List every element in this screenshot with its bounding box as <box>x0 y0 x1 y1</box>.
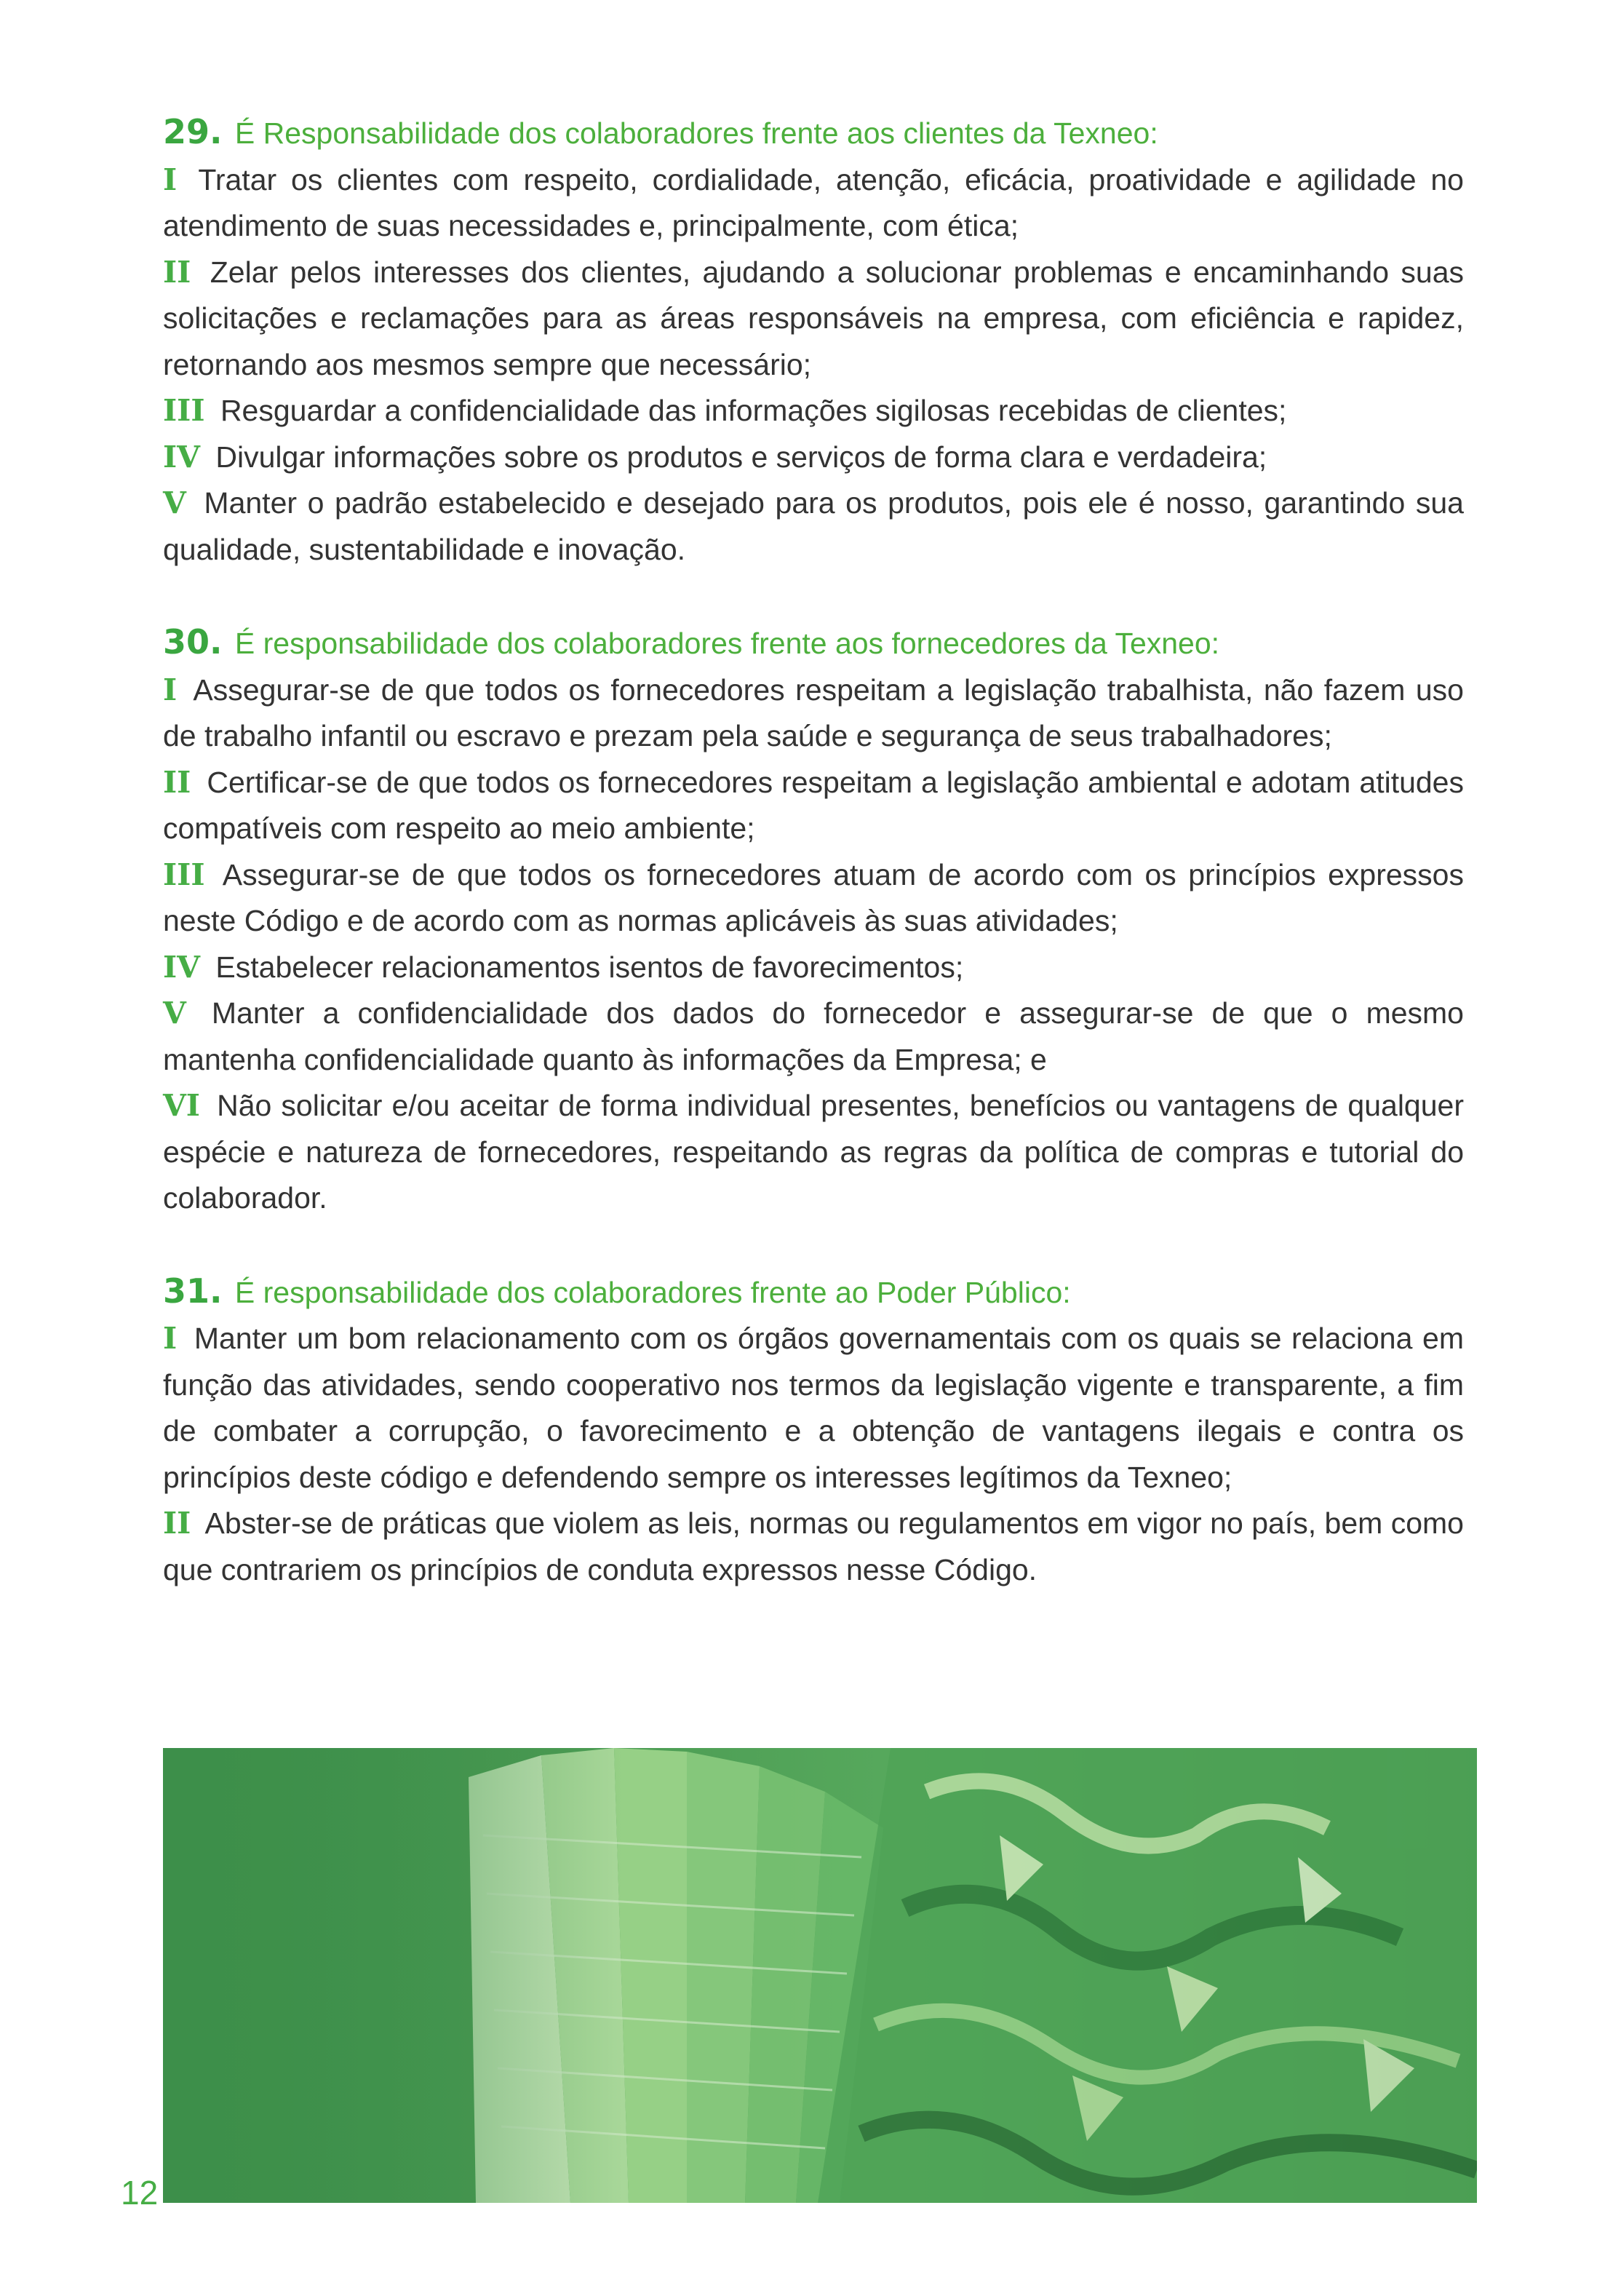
list-item <box>163 1501 1464 1593</box>
list-item <box>163 434 1464 481</box>
section-29 <box>163 109 1464 573</box>
fabric-swatches-illustration <box>163 1748 1477 2203</box>
item-text: Resguardar a confidencialidade das informações sigilosas recebidas de clientes; <box>220 394 1287 427</box>
item-text: Assegurar-se de que todos os fornecedores respeitam a legislação trabalhista, não fazem uso de trabalho infantil ou escravo e prezam pela saúde e segurança de seus trabalhadores; <box>163 672 1464 752</box>
document-body <box>163 109 1464 1640</box>
roman-numeral: II <box>163 764 191 800</box>
section-title: É Responsabilidade dos colaboradores frente aos clientes da Texneo: <box>234 116 1158 150</box>
section-title: É responsabilidade dos colaboradores frente ao Poder Público: <box>234 1275 1071 1309</box>
section-number: 30. <box>163 622 223 662</box>
section-number: 31. <box>163 1271 223 1311</box>
item-text: Tratar os clientes com respeito, cordialidade, atenção, eficácia, proatividade e agilidade no atendimento de suas necessidades e, principalmente, com ética; <box>163 162 1464 242</box>
list-item <box>163 1316 1464 1501</box>
item-text: Abster-se de práticas que violem as leis, normas ou regulamentos em vigor no país, bem como que contrariem os princípios de conduta expressos nesse Código. <box>163 1506 1464 1586</box>
roman-numeral: VI <box>163 1088 200 1123</box>
section-number: 29. <box>163 112 223 151</box>
roman-numeral: V <box>163 996 186 1030</box>
item-text: Manter um bom relacionamento com os órgãos governamentais com os quais se relaciona em função das atividades, sendo cooperativo nos termos da legislação vigente e transparente, a fim de combater a corrupção, o favorecimento e a obtenção de vantagens ilegais e contra os princípios deste código e defendendo sempre os interesses legítimos da Texneo; <box>163 1322 1464 1494</box>
decorative-fabric-photo <box>163 1748 1477 2203</box>
item-text: Divulgar informações sobre os produtos e serviços de forma clara e verdadeira; <box>215 440 1267 474</box>
list-item <box>163 852 1464 945</box>
list-item <box>163 945 1464 991</box>
list-item <box>163 990 1464 1083</box>
page-number: 12 <box>121 2174 159 2212</box>
roman-numeral: V <box>163 485 186 520</box>
item-text: Manter o padrão estabelecido e desejado para os produtos, pois ele é nosso, garantindo sua qualidade, sustentabilidade e inovação. <box>163 486 1464 566</box>
list-item <box>163 388 1464 434</box>
section-heading <box>163 1268 1464 1316</box>
roman-numeral: IV <box>163 949 200 985</box>
roman-numeral: II <box>163 1506 191 1541</box>
list-item <box>163 250 1464 389</box>
list-item <box>163 760 1464 852</box>
section-30 <box>163 619 1464 1222</box>
item-text: Não solicitar e/ou aceitar de forma individual presentes, benefícios ou vantagens de qualquer espécie e natureza de fornecedores, respeitando as regras da política de compras e tutorial do colaborador. <box>163 1089 1464 1215</box>
item-text: Certificar-se de que todos os fornecedores respeitam a legislação ambiental e adotam atitudes compatíveis com respeito ao meio ambiente; <box>163 765 1464 845</box>
list-item <box>163 1083 1464 1222</box>
section-31 <box>163 1268 1464 1594</box>
roman-numeral: IV <box>163 439 200 474</box>
list-item <box>163 480 1464 573</box>
roman-numeral: I <box>163 1321 178 1356</box>
roman-numeral: III <box>163 393 205 428</box>
list-item <box>163 667 1464 760</box>
section-heading <box>163 619 1464 667</box>
item-text: Estabelecer relacionamentos isentos de favorecimentos; <box>215 950 964 984</box>
item-text: Zelar pelos interesses dos clientes, ajudando a solucionar problemas e encaminhando suas solicitações e reclamações para as áreas responsáveis na empresa, com eficiência e rapidez, retornando aos mesmos sempre que necessário; <box>163 255 1464 381</box>
section-heading <box>163 109 1464 157</box>
item-text: Manter a confidencialidade dos dados do fornecedor e assegurar-se de que o mesmo mantenha confidencialidade quanto às informações da Empresa; e <box>163 996 1464 1076</box>
list-item <box>163 157 1464 250</box>
item-text: Assegurar-se de que todos os fornecedores atuam de acordo com os princípios expressos neste Código e de acordo com as normas aplicáveis às suas atividades; <box>163 857 1464 937</box>
roman-numeral: III <box>163 857 205 892</box>
section-title: É responsabilidade dos colaboradores frente aos fornecedores da Texneo: <box>234 627 1220 660</box>
roman-numeral: II <box>163 254 191 290</box>
roman-numeral: I <box>163 672 178 707</box>
roman-numeral: I <box>163 162 178 197</box>
